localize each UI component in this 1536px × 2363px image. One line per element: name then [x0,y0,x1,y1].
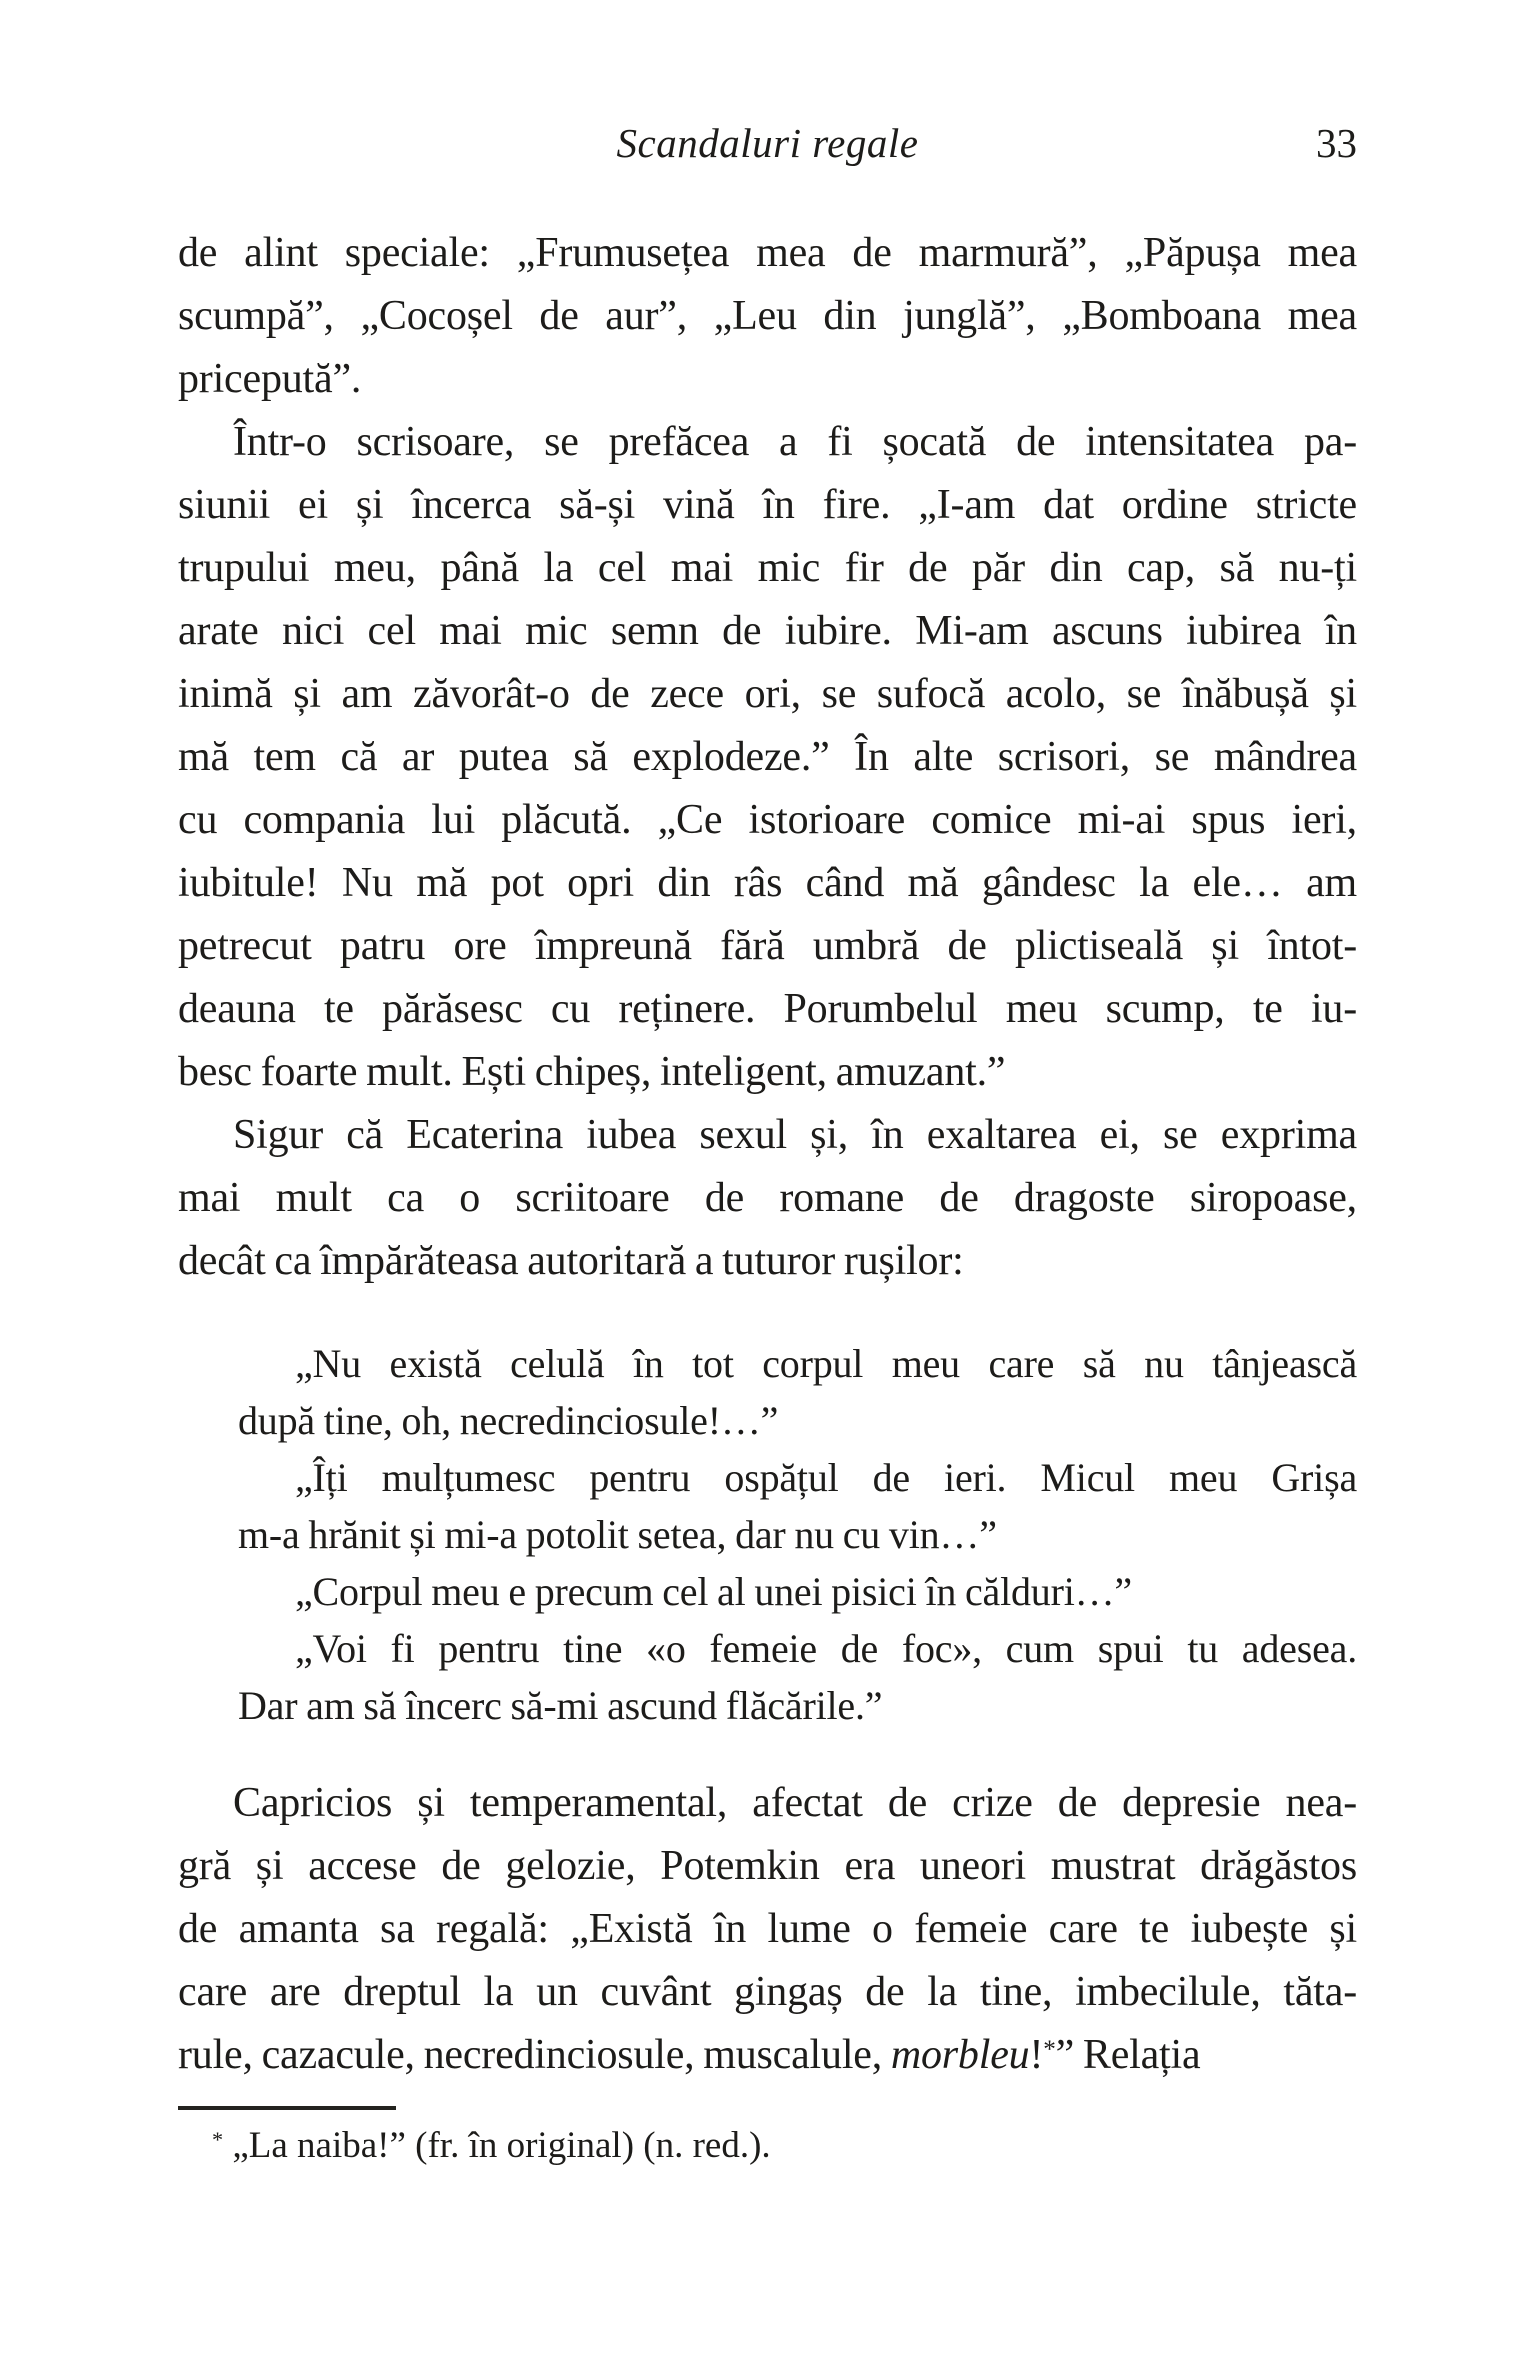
footnote-text: „La naiba!” (fr. în original) (n. red.). [223,2125,771,2166]
text-line: pricepută”. [178,356,362,402]
quote-line: Dar am să încerc să-mi ascund flăcările.” [238,1683,883,1728]
quote-paragraph-4 [238,1620,1357,1734]
text-line: cu compania lui plăcută. „Ce istorioare comice mi-ai spus ieri, [178,797,1357,843]
quote-line: „Nu există celulă în tot corpul meu care să nu tânjească [295,1341,1357,1386]
text-line: trupului meu, până la cel mai mic fir de păr din cap, să nu-ți [178,545,1357,591]
page-number: 33 [1316,120,1357,166]
text-line: Sigur că Ecaterina iubea sexul și, în exaltarea ei, se exprima [233,1112,1357,1158]
text-line: deauna te părăsesc cu reținere. Porumbelul meu scump, te iu- [178,986,1357,1032]
quote-line: „Voi fi pentru tine «o femeie de foc», cum spui tu adesea. [295,1626,1357,1671]
text-line: care are dreptul la un cuvânt gingaș de la tine, imbecilule, tăta- [178,1969,1357,2015]
text-segment: rule, cazacule, necredinciosule, muscalule, [178,2032,891,2078]
text-line: Capricios și temperamental, afectat de crize de depresie nea- [233,1780,1357,1826]
quote-line: m-a hrănit și mi-a potolit setea, dar nu cu vin…” [238,1512,997,1557]
text-line: Într-o scrisoare, se prefăcea a fi șocată de intensitatea pa- [233,419,1357,465]
italic-text: morbleu [890,2032,1030,2078]
quote-paragraph-1 [238,1335,1357,1449]
text-line: de alint speciale: „Frumusețea mea de marmură”, „Păpușa mea [178,230,1357,276]
text-line: mai mult ca o scriitoare de romane de dragoste siropoase, [178,1175,1357,1221]
quote-line: „Îți mulțumesc pentru ospățul de ieri. Micul meu Grișa [295,1455,1357,1500]
text-line [178,2024,1357,2087]
paragraph-3 [178,1104,1357,1293]
text-line: de amanta sa regală: „Există în lume o femeie care te iubește și [178,1906,1357,1952]
text-line: iubitule! Nu mă pot opri din râs când mă gândesc la ele… am [178,860,1357,906]
text-line: scumpă”, „Cocoșel de aur”, „Leu din junglă”, „Bomboana mea [178,293,1357,339]
block-quote [238,1335,1357,1734]
paragraph-1 [178,222,1357,411]
footnote-marker: * [1043,2035,1056,2063]
footnote-divider [178,2106,396,2110]
text-line: siunii ei și încerca să-și vină în fire. „I-am dat ordine stricte [178,482,1357,528]
quote-paragraph-2 [238,1449,1357,1563]
paragraph-2 [178,411,1357,1104]
quote-paragraph-3 [238,1563,1357,1620]
text-line: gră și accese de gelozie, Potemkin era uneori mustrat drăgăstos [178,1843,1357,1889]
text-segment: ! [1029,2032,1044,2078]
running-head-title: Scandaluri regale [616,120,919,166]
footnote [178,2120,1357,2176]
quote-line: „Corpul meu e precum cel al unei pisici în călduri…” [295,1569,1132,1614]
text-line: inimă și am zăvorât-o de zece ori, se sufocă acolo, se înăbușă și [178,671,1357,717]
text-line: decât ca împărăteasa autoritară a tuturor rușilor: [178,1238,964,1284]
footnote-marker: * [212,2127,224,2153]
text-line: arate nici cel mai mic semn de iubire. Mi-am ascuns iubirea în [178,608,1357,654]
text-line: mă tem că ar putea să explodeze.” În alte scrisori, se mândrea [178,734,1357,780]
text-block [178,222,1357,2087]
text-line: besc foarte mult. Ești chipeș, inteligent, amuzant.” [178,1049,1006,1095]
paragraph-4 [178,1772,1357,2087]
quote-line: după tine, oh, necredinciosule!…” [238,1398,779,1443]
running-head [178,114,1357,172]
text-segment: ” Relația [1055,2032,1201,2078]
text-line: petrecut patru ore împreună fără umbră de plictiseală și întot- [178,923,1357,969]
